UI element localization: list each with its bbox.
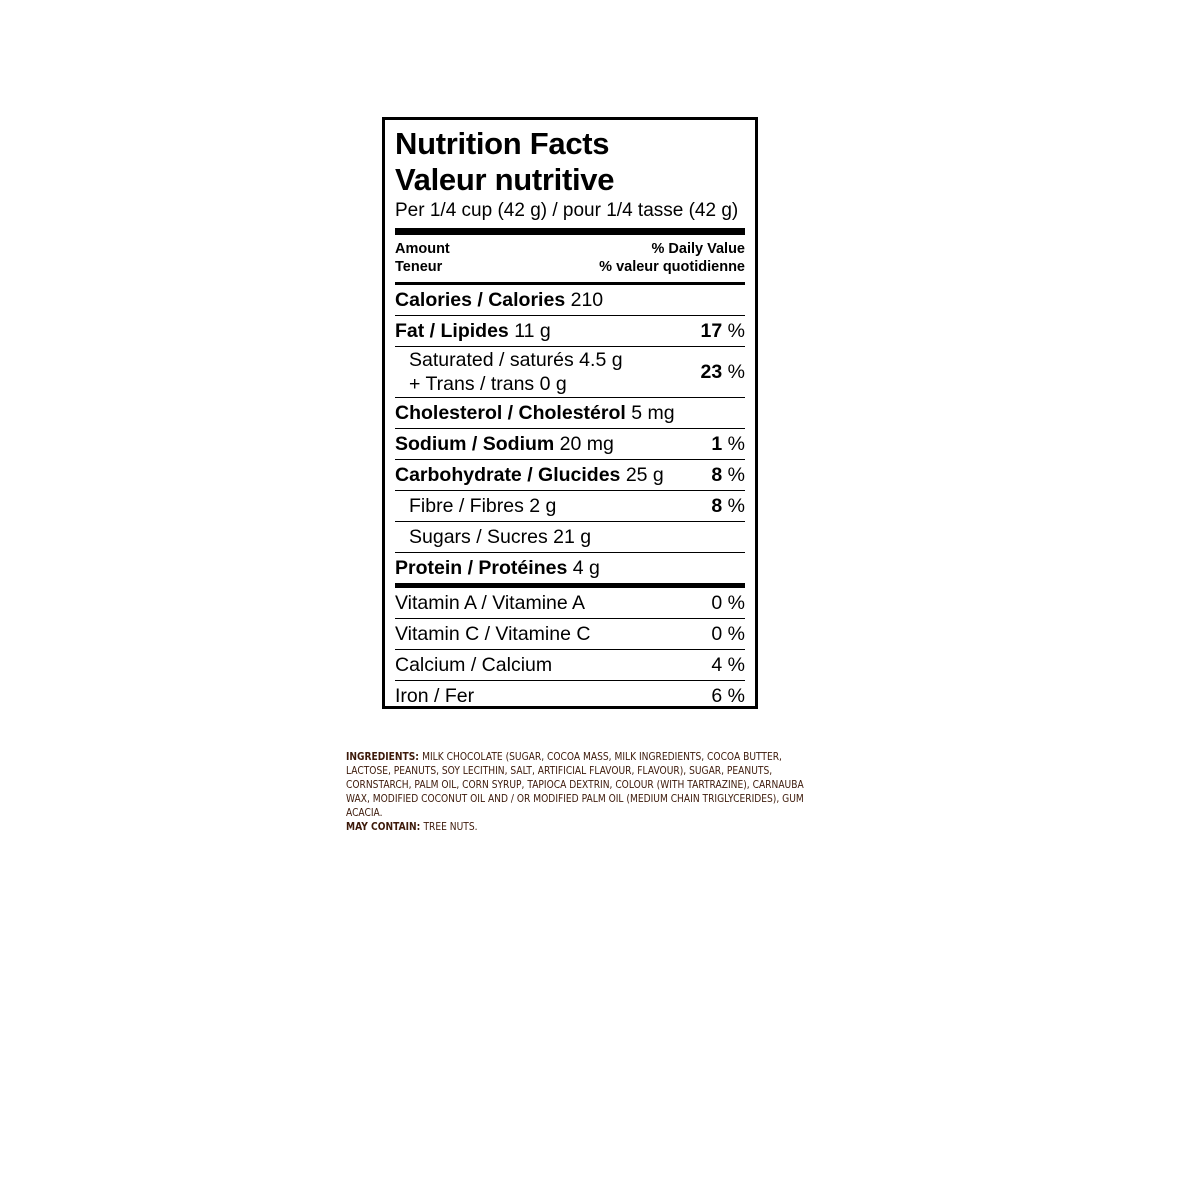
amount-label-fr: Teneur — [395, 259, 443, 275]
protein-name: Protein / Protéines — [395, 556, 568, 579]
saturated-text: Saturated / saturés 4.5 g — [409, 349, 623, 371]
carbohydrate-row — [395, 460, 745, 491]
vitamin-name: Iron / Fer — [395, 684, 475, 707]
percent-sign: % — [727, 463, 745, 486]
may-contain-paragraph — [346, 820, 828, 834]
carbohydrate-value: 25 g — [625, 463, 664, 486]
fat-row — [395, 316, 745, 347]
may-contain-text: TREE NUTS. — [423, 821, 478, 833]
sodium-value: 20 mg — [559, 432, 614, 455]
fibre-dv: 8 — [711, 494, 723, 517]
protein-row — [395, 553, 745, 588]
carbohydrate-dv: 8 — [711, 463, 723, 486]
percent-sign: % — [727, 319, 745, 342]
cholesterol-name: Cholesterol / Cholestérol — [395, 401, 626, 424]
ingredients-paragraph — [346, 750, 828, 820]
vitamin-row — [395, 650, 745, 681]
vitamin-row — [395, 588, 745, 619]
fat-name: Fat / Lipides — [395, 319, 509, 342]
vitamin-name: Vitamin A / Vitamine A — [395, 591, 586, 614]
sodium-dv: 1 — [711, 432, 723, 455]
ingredients-label: INGREDIENTS: — [346, 751, 419, 763]
vitamin-value: 0 % — [711, 622, 745, 645]
protein-value: 4 g — [572, 556, 600, 579]
percent-sign: % — [727, 432, 745, 455]
fat-value: 11 g — [514, 319, 551, 342]
sodium-row — [395, 429, 745, 460]
sodium-name: Sodium / Sodium — [395, 432, 555, 455]
saturated-dv: 23 — [700, 360, 723, 383]
vitamin-value: 4 % — [711, 653, 745, 676]
vitamin-name: Calcium / Calcium — [395, 653, 553, 676]
vitamin-value: 0 % — [711, 591, 745, 614]
amount-label-en: Amount — [395, 241, 450, 257]
vitamin-value: 6 % — [711, 684, 745, 707]
serving-size: Per 1/4 cup (42 g) / pour 1/4 tasse (42 g) — [395, 198, 745, 235]
title-english: Nutrition Facts — [395, 126, 610, 161]
cholesterol-row — [395, 398, 745, 429]
nutrition-facts-table — [382, 117, 758, 709]
fibre-row — [395, 491, 745, 522]
calories-name: Calories / Calories — [395, 288, 566, 311]
title-french: Valeur nutritive — [395, 162, 615, 197]
sugars-row — [395, 522, 745, 553]
percent-sign: % — [727, 360, 745, 383]
ingredients-text: MILK CHOCOLATE (SUGAR, COCOA MASS, MILK INGREDIENTS, COCOA BUTTER, LACTOSE, PEANUTS, SOY LECITHIN, SALT, ARTIFICIAL FLAVOUR, FLAVOUR), SUGAR, PEANUTS, CORNSTARCH, PALM OIL, CORN SYRUP, TAPIOCA DEXTRIN, COLOUR (WITH TARTRAZINE), CARNAUBA WAX, MODIFIED COCONUT OIL AND / OR MODIFIED PALM OIL (MEDIUM CHAIN TRIGLYCERIDES), GUM ACACIA. — [346, 751, 804, 819]
percent-sign: % — [727, 494, 745, 517]
daily-value-label-en: % Daily Value — [651, 241, 745, 257]
may-contain-label: MAY CONTAIN: — [346, 821, 421, 833]
calories-value: 210 — [570, 288, 604, 311]
vitamin-name: Vitamin C / Vitamine C — [395, 622, 591, 645]
carbohydrate-name: Carbohydrate / Glucides — [395, 463, 621, 486]
ingredients-block — [346, 750, 828, 834]
fibre-text: Fibre / Fibres 2 g — [409, 494, 557, 517]
vitamin-row — [395, 619, 745, 650]
calories-row — [395, 285, 745, 316]
saturated-trans-row — [395, 347, 745, 398]
trans-text: + Trans / trans 0 g — [409, 373, 567, 395]
fat-dv: 17 — [700, 319, 723, 342]
column-header — [395, 235, 745, 285]
sugars-text: Sugars / Sucres 21 g — [409, 525, 592, 548]
daily-value-label-fr: % valeur quotidienne — [599, 259, 745, 275]
cholesterol-value: 5 mg — [631, 401, 675, 424]
vitamin-row — [395, 681, 745, 711]
